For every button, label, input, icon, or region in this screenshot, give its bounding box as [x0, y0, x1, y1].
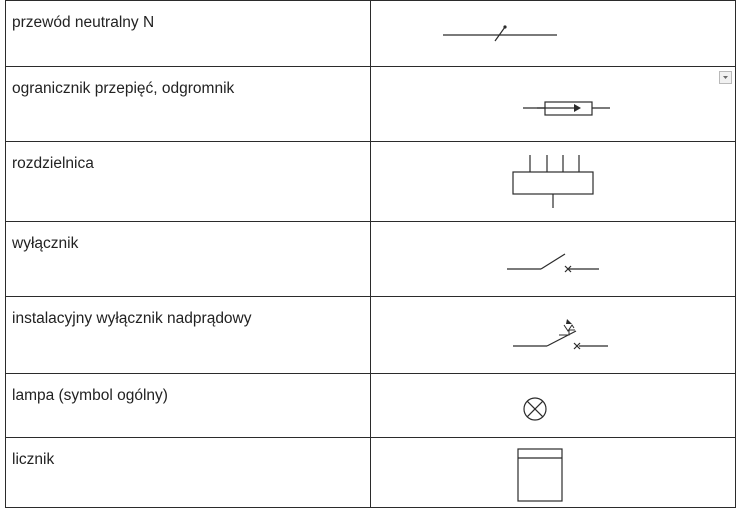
symbol-label: rozdzielnica: [12, 155, 94, 172]
label-cell: [6, 222, 371, 297]
circuit-breaker-icon: [371, 297, 735, 374]
symbol-label: ogranicznik przepięć, odgromnik: [12, 80, 235, 97]
switch-icon: [371, 222, 735, 297]
meter-icon: [371, 438, 735, 508]
label-cell: [6, 1, 371, 67]
chevron-down-icon: [720, 72, 731, 83]
label-cell: [6, 374, 371, 438]
electrical-symbols-table: [5, 0, 736, 508]
symbol-cell: [371, 142, 736, 222]
label-cell: [6, 438, 371, 508]
table-row: [6, 297, 736, 374]
symbol-cell: [371, 374, 736, 438]
lamp-icon: [371, 374, 735, 438]
symbol-label: lampa (symbol ogólny): [12, 387, 168, 404]
table-row: [6, 222, 736, 297]
symbol-label: wyłącznik: [12, 235, 79, 252]
label-cell: [6, 67, 371, 142]
symbol-cell: [371, 1, 736, 67]
distribution-board-icon: [371, 142, 735, 222]
symbol-label: przewód neutralny N: [12, 14, 155, 31]
symbol-cell: [371, 438, 736, 508]
label-cell: [6, 297, 371, 374]
symbol-label: instalacyjny wyłącznik nadprądowy: [12, 310, 252, 327]
symbol-label: licznik: [12, 451, 55, 468]
table-row: [6, 142, 736, 222]
symbol-cell: [371, 297, 736, 374]
label-cell: [6, 142, 371, 222]
table-row: [6, 374, 736, 438]
symbol-cell: [371, 222, 736, 297]
table-row: [6, 1, 736, 67]
table-row: [6, 67, 736, 142]
dropdown-button[interactable]: [719, 71, 732, 84]
neutral-conductor-icon: [371, 1, 735, 67]
table-row: [6, 438, 736, 508]
symbol-cell: [371, 67, 736, 142]
surge-arrester-icon: [371, 67, 735, 142]
